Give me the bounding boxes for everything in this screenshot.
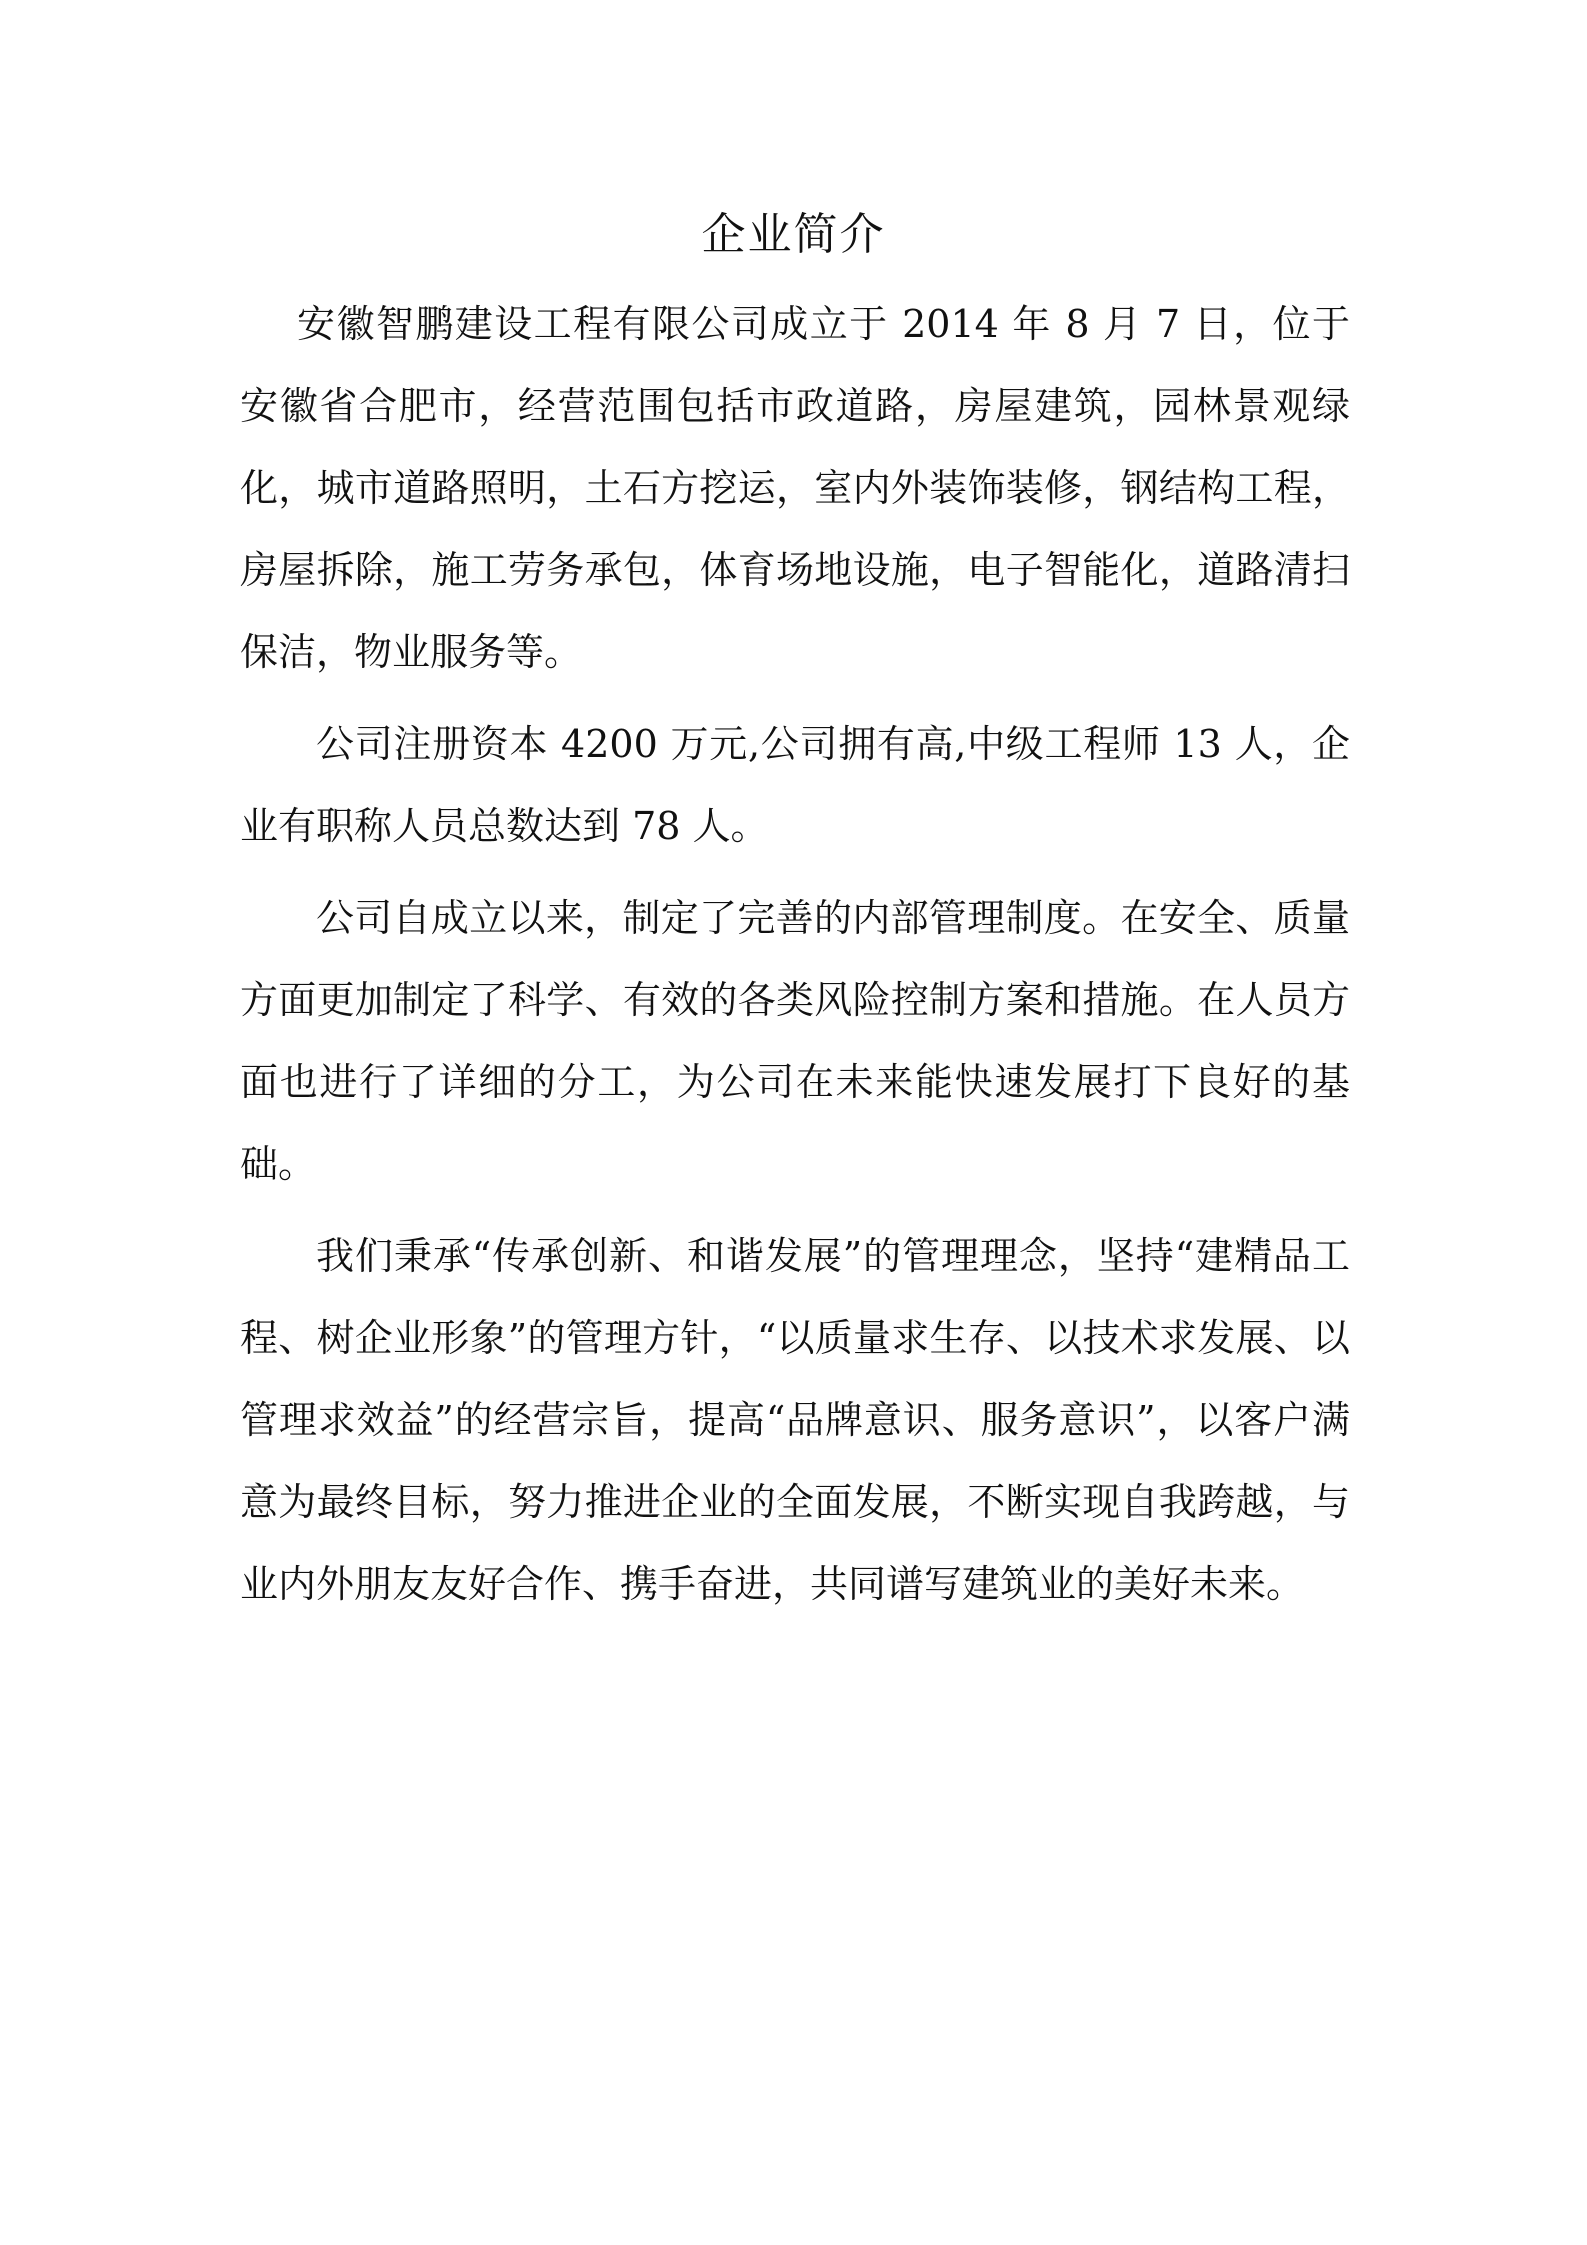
- document-body: [240, 283, 1350, 1635]
- paragraph-registered-capital: 公司注册资本 4200 万元,公司拥有高,中级工程师 13 人，企业有职称人员总数达到 78 人。: [240, 722, 1350, 848]
- paragraph-philosophy: 我们秉承“传承创新、和谐发展”的管理理念，坚持“建精品工程、树企业形象”的管理方针，“以质量求生存、以技术求发展、以管理求效益”的经营宗旨，提高“品牌意识、服务意识”，以客户满意为最终目标，努力推进企业的全面发展，不断实现自我跨越，与业内外朋友友好合作、携手奋进，共同谱写建筑业的美好未来。: [240, 1234, 1350, 1606]
- document-title: 企业简介: [701, 209, 886, 260]
- paragraph-company-overview: 安徽智鹏建设工程有限公司成立于 2014 年 8 月 7 日，位于安徽省合肥市，经营范围包括市政道路，房屋建筑，园林景观绿化，城市道路照明，土石方挖运，室内外装饰装修，钢结构工程，房屋拆除，施工劳务承包，体育场地设施，电子智能化，道路清扫保洁，物业服务等。: [240, 302, 1350, 674]
- paragraph-management-system: 公司自成立以来，制定了完善的内部管理制度。在安全、质量方面更加制定了科学、有效的各类风险控制方案和措施。在人员方面也进行了详细的分工，为公司在未来能快速发展打下良好的基础。: [240, 896, 1350, 1186]
